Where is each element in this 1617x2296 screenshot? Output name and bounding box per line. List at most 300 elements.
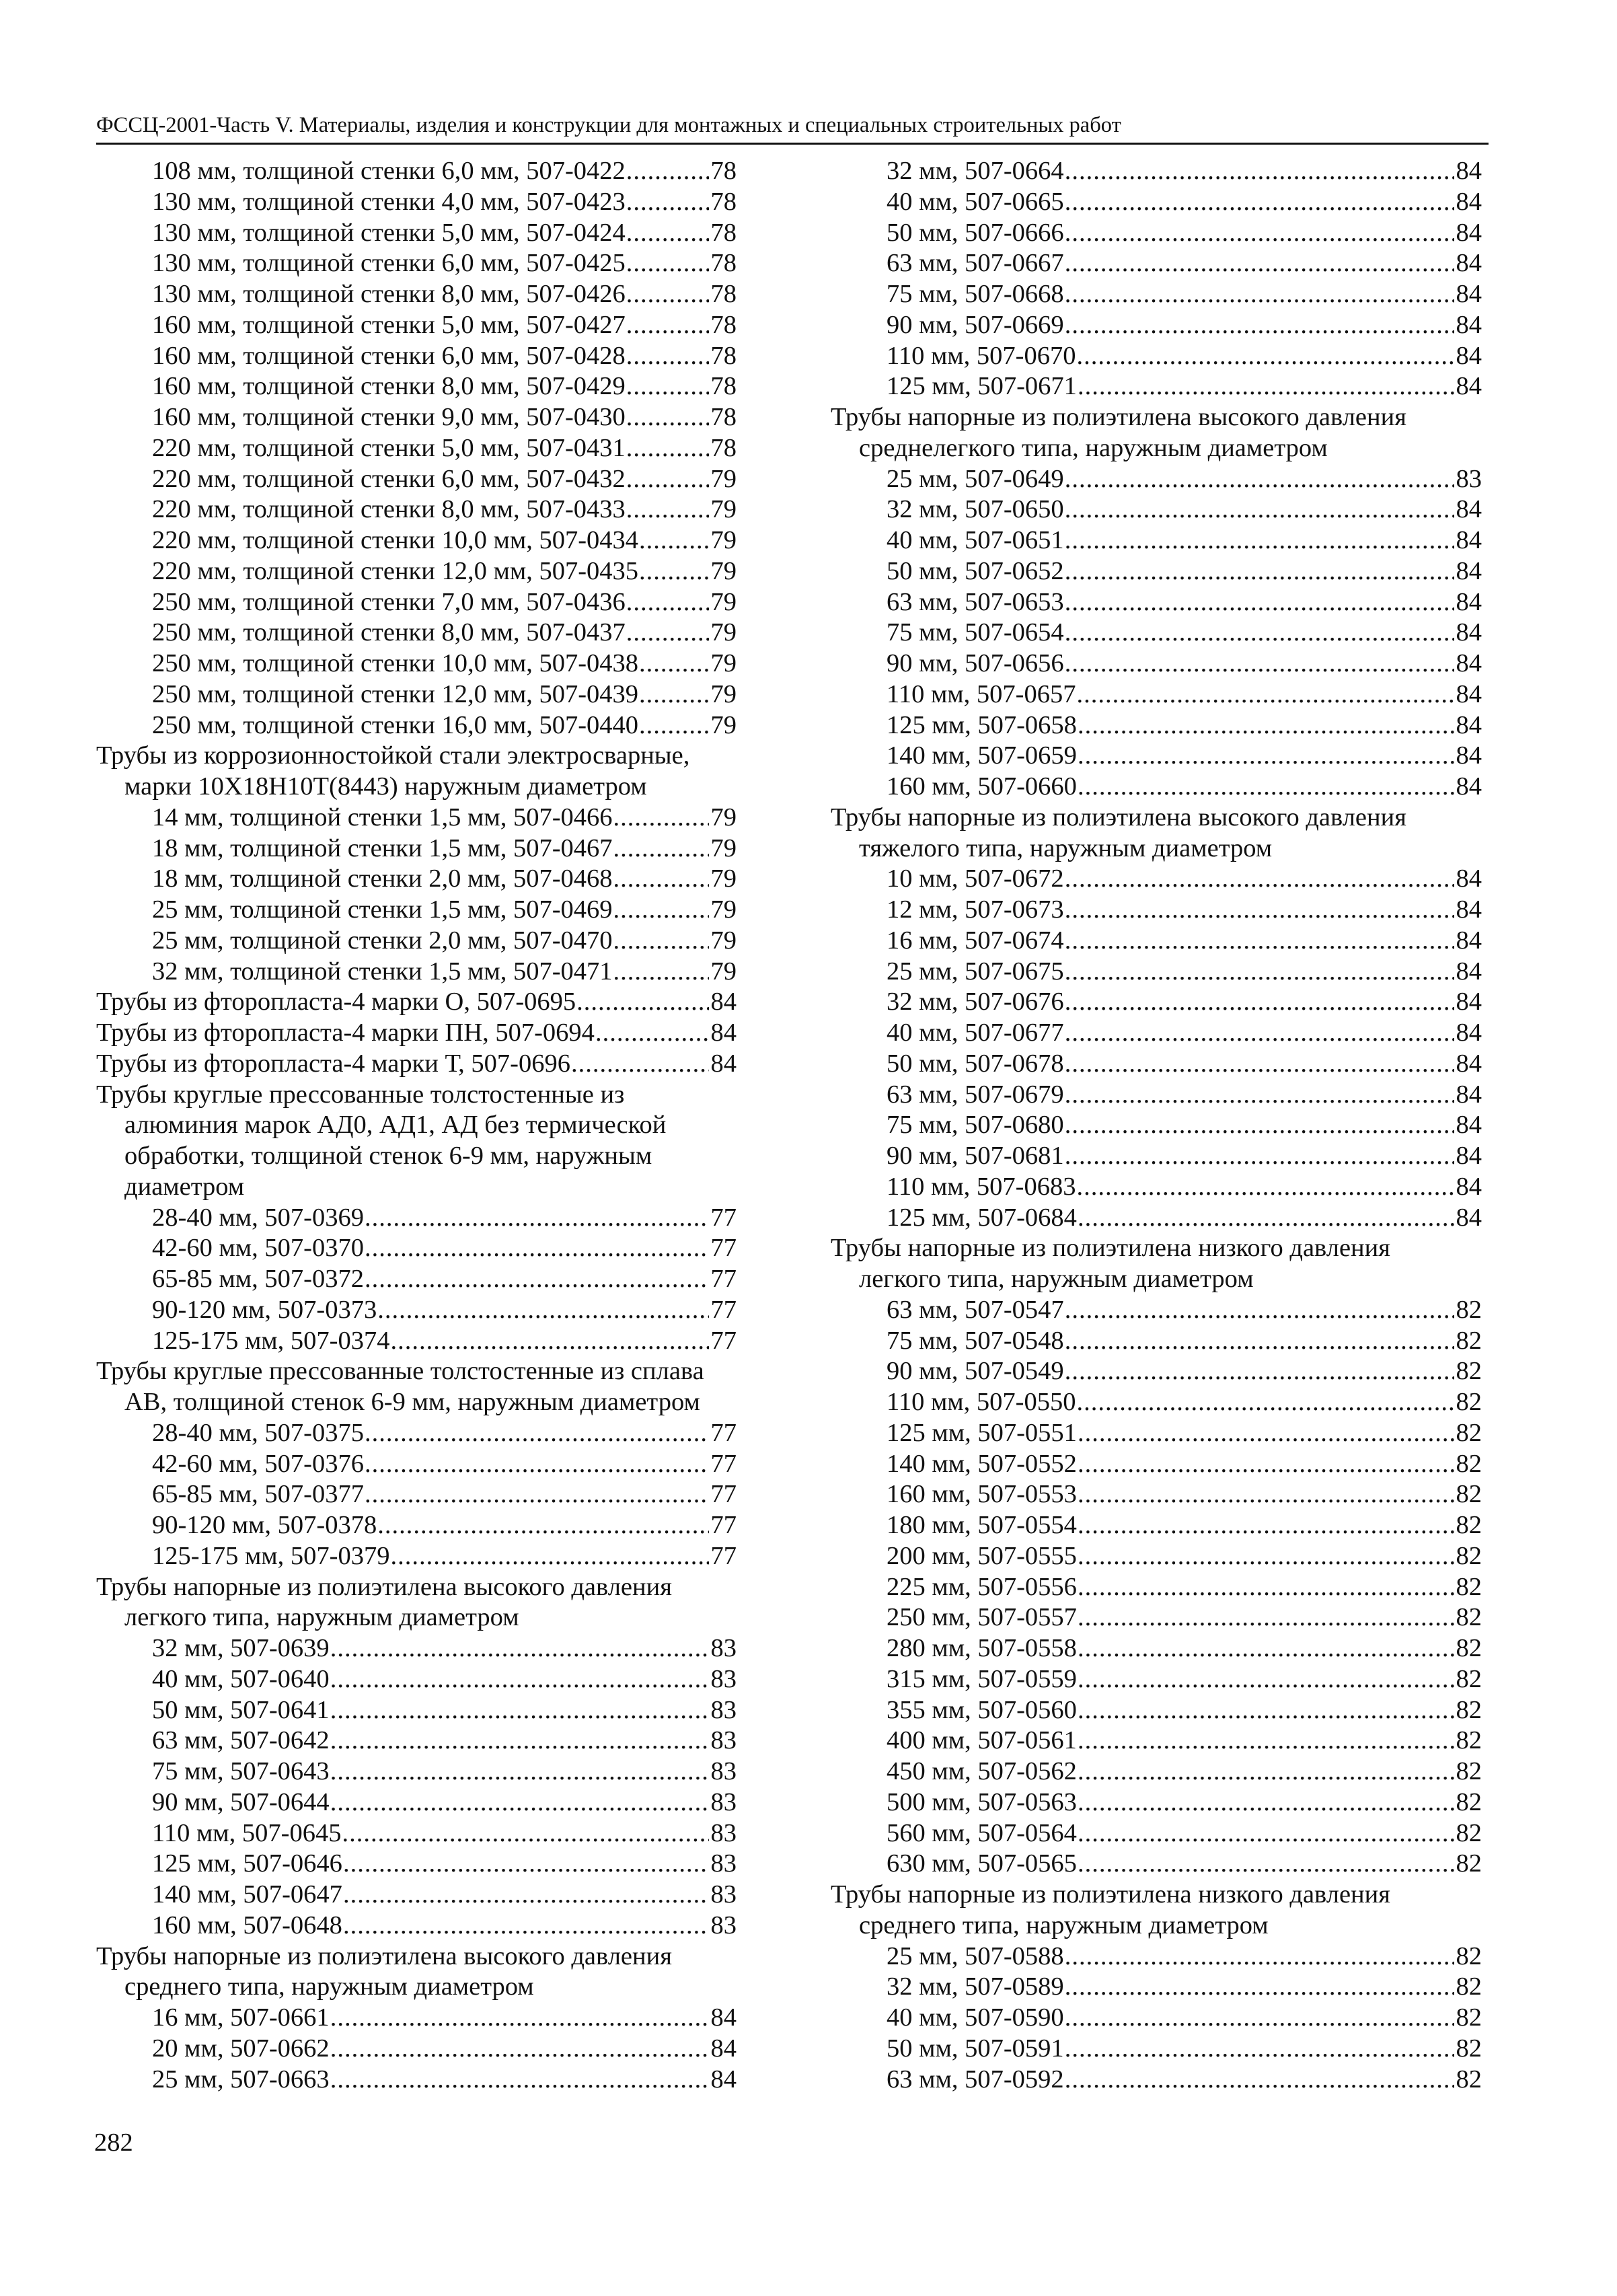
index-entry [831, 649, 1482, 679]
index-entry [831, 1110, 1482, 1141]
index-entry [96, 679, 737, 710]
entry-text: 90 мм, 507-0669 [887, 310, 1064, 339]
entry-page-number: 84 [1456, 649, 1482, 677]
index-entry [96, 1911, 737, 1941]
index-entry [96, 834, 737, 864]
dot-leader [626, 433, 709, 464]
entry-text: 50 мм, 507-0652 [887, 556, 1064, 585]
dot-leader [365, 1479, 709, 1510]
entry-text: 40 мм, 507-0590 [887, 2003, 1064, 2032]
index-entry [96, 1326, 737, 1357]
entry-page-number: 84 [1456, 1172, 1482, 1201]
entry-text: 160 мм, толщиной стенки 5,0 мм, 507-0427 [152, 310, 626, 339]
index-heading-continuation: диаметром [124, 1172, 245, 1201]
dot-leader [1078, 710, 1454, 741]
entry-text: 63 мм, 507-0679 [887, 1080, 1064, 1109]
dot-leader [626, 218, 709, 249]
entry-page-number: 84 [1456, 157, 1482, 185]
index-entry [96, 2034, 737, 2065]
dot-leader [626, 371, 709, 402]
dot-leader [1065, 957, 1454, 988]
index-entry [831, 679, 1482, 710]
index-entry [831, 987, 1482, 1018]
entry-page-number: 82 [1456, 1418, 1482, 1447]
dot-leader [1065, 587, 1454, 618]
entry-page-number: 82 [1456, 1664, 1482, 1693]
dot-leader [1078, 1572, 1454, 1603]
entry-page-number: 79 [710, 895, 737, 924]
entry-page-number: 84 [1456, 249, 1482, 278]
entry-page-number: 78 [710, 249, 737, 278]
index-entry [831, 1787, 1482, 1818]
entry-text: 75 мм, 507-0680 [887, 1111, 1064, 1140]
index-entry [96, 1203, 737, 1234]
entry-page-number: 84 [1456, 772, 1482, 801]
index-entry [831, 2003, 1482, 2034]
entry-page-number: 84 [710, 1049, 737, 1078]
index-entry [96, 1818, 737, 1849]
entry-text: 125-175 мм, 507-0379 [152, 1541, 390, 1570]
entry-text: 32 мм, 507-0639 [152, 1634, 330, 1662]
index-heading: Трубы напорные из полиэтилена высокого давления [831, 803, 1406, 831]
entry-text: 500 мм, 507-0563 [887, 1787, 1077, 1816]
entry-text: 220 мм, толщиной стенки 12,0 мм, 507-0435 [152, 556, 639, 585]
entry-text: 125 мм, 507-0658 [887, 710, 1077, 739]
dot-leader [571, 1049, 709, 1080]
index-entry [831, 1664, 1482, 1695]
index-entry [96, 1418, 737, 1449]
entry-text: 32 мм, 507-0664 [887, 157, 1064, 185]
entry-text: 200 мм, 507-0555 [887, 1541, 1077, 1570]
dot-leader [595, 1018, 709, 1049]
entry-page-number: 84 [710, 2003, 737, 2032]
entry-text: 220 мм, толщиной стенки 8,0 мм, 507-0433 [152, 495, 626, 524]
dot-leader [342, 1818, 709, 1849]
index-entry [96, 556, 737, 587]
index-entry [96, 1295, 737, 1326]
dot-leader [377, 1295, 708, 1326]
dot-leader [1065, 987, 1454, 1018]
entry-text: 40 мм, 507-0640 [152, 1664, 330, 1693]
index-entry [831, 957, 1482, 988]
entry-page-number: 82 [1456, 1849, 1482, 1878]
entry-text: 63 мм, 507-0667 [887, 249, 1064, 278]
entry-page-number: 82 [1456, 1511, 1482, 1539]
entry-text: 32 мм, 507-0676 [887, 988, 1064, 1016]
index-entry [831, 1818, 1482, 1849]
entry-page-number: 82 [1456, 1295, 1482, 1324]
entry-text: 140 мм, 507-0647 [152, 1880, 342, 1909]
entry-text: 250 мм, 507-0557 [887, 1603, 1077, 1632]
entry-page-number: 83 [710, 1726, 737, 1755]
entry-page-number: 78 [710, 157, 737, 185]
entry-page-number: 84 [710, 2065, 737, 2094]
entry-text: 75 мм, 507-0643 [152, 1757, 330, 1785]
index-entry [96, 1541, 737, 1572]
entry-text: 125-175 мм, 507-0374 [152, 1326, 390, 1355]
entry-text: 20 мм, 507-0662 [152, 2034, 330, 2063]
entry-page-number: 84 [1456, 495, 1482, 524]
index-entry [831, 248, 1482, 279]
dot-leader [1065, 1295, 1454, 1326]
entry-text: 160 мм, толщиной стенки 9,0 мм, 507-0430 [152, 403, 626, 431]
dot-leader [1078, 1787, 1454, 1818]
dot-leader [330, 2003, 709, 2034]
index-entry [831, 1695, 1482, 1726]
entry-page-number: 84 [1456, 341, 1482, 370]
entry-page-number: 77 [710, 1480, 737, 1509]
dot-leader [613, 895, 709, 926]
index-entry [831, 618, 1482, 649]
entry-page-number: 78 [710, 341, 737, 370]
dot-leader [330, 2065, 709, 2096]
entry-text: 250 мм, толщиной стенки 16,0 мм, 507-0440 [152, 710, 639, 739]
index-entry [831, 556, 1482, 587]
entry-page-number: 79 [710, 926, 737, 955]
index-heading: Трубы напорные из полиэтилена низкого давления [831, 1234, 1390, 1263]
index-heading-continuation: среднего типа, наружным диаметром [859, 1911, 1269, 1939]
index-entry [96, 1756, 737, 1787]
entry-text: 63 мм, 507-0653 [887, 587, 1064, 616]
index-entry [96, 2003, 737, 2034]
entry-text: 125 мм, 507-0646 [152, 1849, 342, 1878]
entry-text: 50 мм, 507-0641 [152, 1695, 330, 1724]
index-entry [831, 494, 1482, 525]
entry-page-number: 83 [710, 1911, 737, 1939]
entry-page-number: 83 [710, 1849, 737, 1878]
dot-leader [613, 926, 709, 957]
index-entry [831, 587, 1482, 618]
entry-text: 110 мм, 507-0683 [887, 1172, 1076, 1201]
entry-text: 40 мм, 507-0651 [887, 526, 1064, 554]
entry-page-number: 79 [710, 618, 737, 647]
dot-leader [1065, 1356, 1454, 1387]
dot-leader [626, 279, 709, 310]
entry-text: 25 мм, 507-0663 [152, 2065, 330, 2094]
entry-text: 63 мм, 507-0547 [887, 1295, 1064, 1324]
dot-leader [365, 1233, 709, 1264]
dot-leader [365, 1449, 709, 1480]
entry-text: 108 мм, толщиной стенки 6,0 мм, 507-0422 [152, 157, 626, 185]
entry-page-number: 78 [710, 310, 737, 339]
entry-text: 32 мм, 507-0589 [887, 1972, 1064, 2001]
page-number: 282 [94, 2128, 133, 2157]
index-entry [96, 1787, 737, 1818]
entry-page-number: 77 [710, 1203, 737, 1232]
entry-text: 160 мм, толщиной стенки 6,0 мм, 507-0428 [152, 341, 626, 370]
index-entry [831, 1387, 1482, 1418]
entry-page-number: 82 [1456, 1357, 1482, 1386]
entry-text: 220 мм, толщиной стенки 5,0 мм, 507-0431 [152, 433, 626, 462]
entry-text: 50 мм, 507-0666 [887, 218, 1064, 247]
entry-page-number: 83 [1456, 464, 1482, 493]
entry-page-number: 82 [1456, 1787, 1482, 1816]
dot-leader [613, 834, 709, 864]
index-heading-continuation: обработки, толщиной стенок 6-9 мм, наружным [124, 1142, 652, 1170]
entry-page-number: 84 [1456, 556, 1482, 585]
header-rule [96, 143, 1489, 145]
dot-leader [330, 1726, 709, 1756]
index-entry [831, 187, 1482, 218]
entry-page-number: 77 [710, 1511, 737, 1539]
entry-page-number: 77 [710, 1449, 737, 1478]
index-entry [96, 710, 737, 741]
entry-page-number: 84 [1456, 526, 1482, 554]
index-entry [831, 464, 1482, 495]
index-column-left [96, 156, 737, 2095]
entry-page-number: 84 [1456, 864, 1482, 893]
dot-leader [365, 1418, 709, 1449]
index-heading-entry [96, 1049, 737, 1080]
index-heading: Трубы круглые прессованные толстостенные из сплава [96, 1357, 704, 1386]
dot-leader [1065, 279, 1454, 310]
entry-text: 16 мм, 507-0674 [887, 926, 1064, 955]
entry-text: 110 мм, 507-0645 [152, 1818, 342, 1847]
dot-leader [1065, 525, 1454, 556]
index-heading-continuation: марки 10Х18Н10Т(8443) наружным диаметром [124, 772, 647, 801]
dot-leader [1065, 1110, 1454, 1141]
index-entry [96, 1726, 737, 1756]
entry-text: 18 мм, толщиной стенки 1,5 мм, 507-0467 [152, 834, 613, 862]
index-entry [96, 1233, 737, 1264]
index-heading-continuation: легкого типа, наружным диаметром [124, 1603, 519, 1632]
entry-text: 10 мм, 507-0672 [887, 864, 1064, 893]
dot-leader [391, 1541, 709, 1572]
entry-page-number: 82 [1456, 1757, 1482, 1785]
index-entry [831, 218, 1482, 249]
index-entry [96, 433, 737, 464]
dot-leader [343, 1911, 709, 1941]
entry-page-number: 84 [710, 2034, 737, 2063]
dot-leader [365, 1203, 709, 1234]
dot-leader [1078, 1633, 1454, 1664]
entry-page-number: 83 [710, 1880, 737, 1909]
index-entry [831, 1418, 1482, 1449]
index-entry [96, 1449, 737, 1480]
index-entry [831, 1756, 1482, 1787]
entry-page-number: 83 [710, 1757, 737, 1785]
index-entry [96, 1510, 737, 1541]
dot-leader [1065, 1018, 1454, 1049]
entry-page-number: 77 [710, 1326, 737, 1355]
entry-page-number: 84 [1456, 618, 1482, 647]
entry-page-number: 84 [710, 988, 737, 1016]
index-entry [831, 2034, 1482, 2065]
index-heading: Трубы круглые прессованные толстостенные из [96, 1080, 625, 1109]
entry-page-number: 82 [1456, 1972, 1482, 2001]
index-entry [831, 341, 1482, 372]
entry-text: Трубы из фторопласта-4 марки ПН, 507-0694 [96, 1019, 595, 1047]
entry-page-number: 82 [1456, 1388, 1482, 1416]
entry-text: 220 мм, толщиной стенки 6,0 мм, 507-0432 [152, 464, 626, 493]
index-entry [831, 1941, 1482, 1972]
entry-page-number: 79 [710, 495, 737, 524]
entry-page-number: 82 [1456, 1541, 1482, 1570]
dot-leader [1065, 649, 1454, 679]
index-entry [831, 1541, 1482, 1572]
entry-text: Трубы из фторопласта-4 марки Т, 507-0696 [96, 1049, 570, 1078]
entry-text: 110 мм, 507-0670 [887, 341, 1076, 370]
dot-leader [626, 464, 709, 495]
entry-text: 110 мм, 507-0550 [887, 1388, 1076, 1416]
dot-leader [639, 710, 708, 741]
entry-text: 220 мм, толщиной стенки 10,0 мм, 507-0434 [152, 526, 639, 554]
dot-leader [1078, 772, 1454, 803]
entry-page-number: 77 [710, 1295, 737, 1324]
entry-page-number: 82 [1456, 1726, 1482, 1755]
dot-leader [1078, 371, 1454, 402]
entry-page-number: 79 [710, 710, 737, 739]
entry-text: 40 мм, 507-0665 [887, 187, 1064, 216]
entry-page-number: 84 [1456, 710, 1482, 739]
entry-page-number: 82 [1456, 1634, 1482, 1662]
index-entry [831, 1449, 1482, 1480]
index-heading-continuation: легкого типа, наружным диаметром [859, 1265, 1254, 1293]
index-entry [831, 1172, 1482, 1203]
index-entry [96, 279, 737, 310]
dot-leader [626, 402, 709, 433]
dot-leader [1078, 1541, 1454, 1572]
dot-leader [365, 1264, 709, 1295]
entry-text: 250 мм, толщиной стенки 12,0 мм, 507-0439 [152, 679, 639, 708]
running-header: ФССЦ-2001-Часть V. Материалы, изделия и конструкции для монтажных и специальных строительных работ [96, 113, 1121, 137]
entry-page-number: 79 [710, 679, 737, 708]
dot-leader [1078, 1418, 1454, 1449]
index-entry [96, 1695, 737, 1726]
dot-leader [1078, 1756, 1454, 1787]
dot-leader [1077, 1172, 1454, 1203]
index-entry [96, 2065, 737, 2096]
index-heading: Трубы напорные из полиэтилена высокого давления [96, 1572, 672, 1601]
entry-text: 125 мм, 507-0551 [887, 1418, 1077, 1447]
dot-leader [613, 957, 709, 988]
dot-leader [1065, 895, 1454, 926]
entry-page-number: 79 [710, 864, 737, 893]
dot-leader [330, 1664, 709, 1695]
index-entry [831, 1326, 1482, 1357]
entry-text: 28-40 мм, 507-0375 [152, 1418, 364, 1447]
index-entry [96, 926, 737, 957]
entry-page-number: 77 [710, 1418, 737, 1447]
entry-page-number: 79 [710, 957, 737, 986]
index-entry [96, 1264, 737, 1295]
entry-page-number: 79 [710, 803, 737, 831]
dot-leader [1065, 1941, 1454, 1972]
entry-text: 315 мм, 507-0559 [887, 1664, 1077, 1693]
index-entry [96, 1880, 737, 1911]
entry-text: 140 мм, 507-0659 [887, 741, 1077, 770]
dot-leader [1078, 1695, 1454, 1726]
entry-page-number: 79 [710, 649, 737, 677]
dot-leader [639, 679, 708, 710]
entry-text: 225 мм, 507-0556 [887, 1572, 1077, 1601]
entry-page-number: 84 [1456, 280, 1482, 308]
entry-page-number: 78 [710, 372, 737, 401]
index-entry [96, 156, 737, 187]
dot-leader [1078, 1203, 1454, 1234]
dot-leader [1065, 1326, 1454, 1357]
dot-leader [1078, 1449, 1454, 1480]
index-entry [96, 1664, 737, 1695]
dot-leader [1065, 156, 1454, 187]
entry-text: 65-85 мм, 507-0377 [152, 1480, 364, 1509]
entry-text: 130 мм, толщиной стенки 4,0 мм, 507-0423 [152, 187, 626, 216]
dot-leader [626, 187, 709, 218]
index-heading: Трубы из коррозионностойкой стали электросварные, [96, 741, 690, 770]
entry-text: 130 мм, толщиной стенки 5,0 мм, 507-0424 [152, 218, 626, 247]
dot-leader [377, 1510, 708, 1541]
index-entry [831, 1972, 1482, 2003]
index-entry [96, 371, 737, 402]
dot-leader [343, 1849, 709, 1880]
dot-leader [343, 1880, 709, 1911]
entry-page-number: 82 [1456, 1572, 1482, 1601]
index-heading-continuation: среднего типа, наружным диаметром [124, 1972, 534, 2001]
entry-text: 25 мм, толщиной стенки 2,0 мм, 507-0470 [152, 926, 613, 955]
entry-text: 18 мм, толщиной стенки 2,0 мм, 507-0468 [152, 864, 613, 893]
index-entry [96, 187, 737, 218]
entry-text: 16 мм, 507-0661 [152, 2003, 330, 2032]
index-entry [96, 464, 737, 495]
entry-text: 42-60 мм, 507-0376 [152, 1449, 364, 1478]
index-entry [96, 618, 737, 649]
index-entry [831, 864, 1482, 895]
dot-leader [1065, 1080, 1454, 1111]
index-entry [96, 895, 737, 926]
entry-page-number: 82 [1456, 1941, 1482, 1970]
dot-leader [330, 1787, 709, 1818]
entry-page-number: 82 [1456, 1695, 1482, 1724]
entry-page-number: 83 [710, 1664, 737, 1693]
index-entry [831, 156, 1482, 187]
dot-leader [576, 987, 708, 1018]
index-column-right [831, 156, 1482, 2095]
dot-leader [330, 1633, 709, 1664]
dot-leader [1065, 926, 1454, 957]
dot-leader [1065, 248, 1454, 279]
entry-text: 90 мм, 507-0549 [887, 1357, 1064, 1386]
index-entry [831, 1726, 1482, 1756]
entry-page-number: 78 [710, 280, 737, 308]
entry-text: 50 мм, 507-0591 [887, 2034, 1064, 2063]
entry-text: 125 мм, 507-0684 [887, 1203, 1077, 1232]
entry-text: 160 мм, 507-0553 [887, 1480, 1077, 1509]
dot-leader [1065, 2003, 1454, 2034]
index-heading-continuation: тяжелого типа, наружным диаметром [859, 834, 1273, 862]
dot-leader [1065, 2034, 1454, 2065]
dot-leader [1065, 187, 1454, 218]
entry-page-number: 82 [1456, 2034, 1482, 2063]
dot-leader [1077, 1387, 1454, 1418]
entry-page-number: 84 [1456, 1111, 1482, 1140]
entry-text: 75 мм, 507-0654 [887, 618, 1064, 647]
dot-leader [626, 494, 709, 525]
index-entry [831, 926, 1482, 957]
dot-leader [1065, 2065, 1454, 2096]
index-entry [96, 494, 737, 525]
entry-page-number: 84 [1456, 310, 1482, 339]
index-entry [96, 649, 737, 679]
index-heading-entry [96, 987, 737, 1018]
index-entry [96, 525, 737, 556]
entry-text: 280 мм, 507-0558 [887, 1634, 1077, 1662]
dot-leader [1078, 1510, 1454, 1541]
dot-leader [1065, 310, 1454, 341]
index-entry [831, 1479, 1482, 1510]
entry-text: 160 мм, 507-0648 [152, 1911, 342, 1939]
entry-page-number: 84 [1456, 679, 1482, 708]
entry-text: 63 мм, 507-0642 [152, 1726, 330, 1755]
